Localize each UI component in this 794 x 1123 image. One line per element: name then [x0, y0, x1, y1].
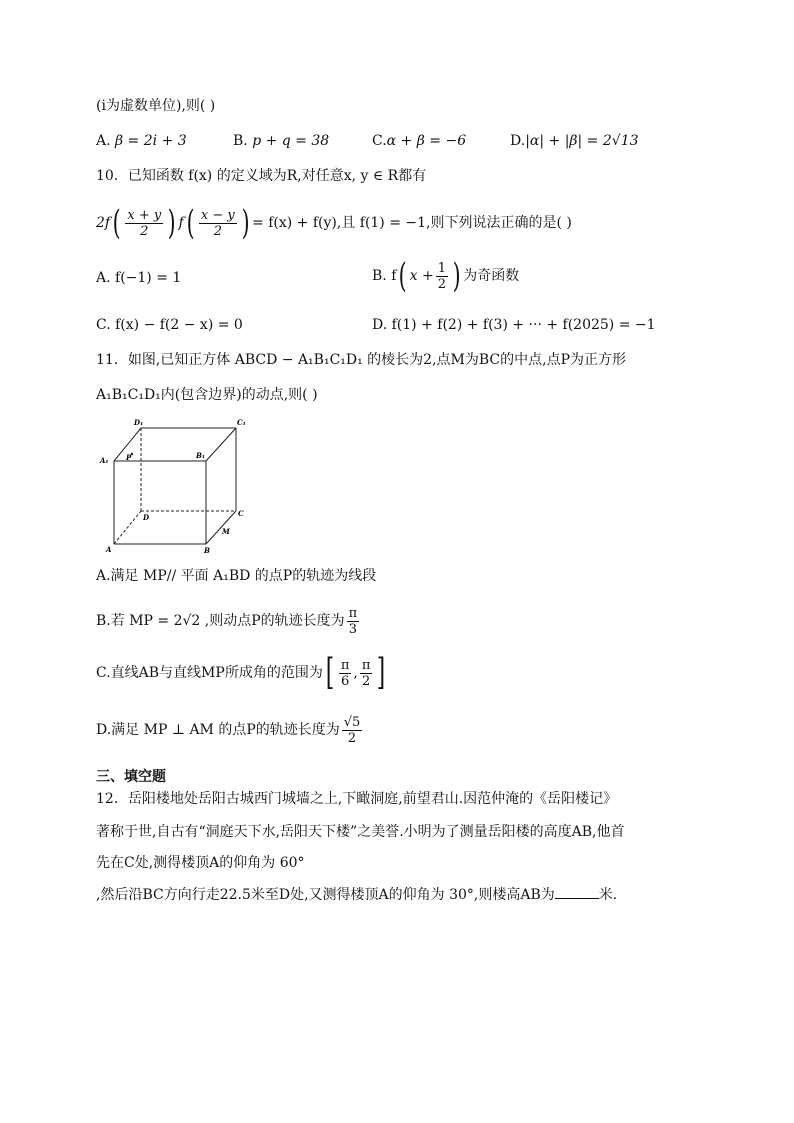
label-c1: C₁	[237, 418, 246, 427]
label-c: C	[238, 509, 244, 518]
q10-option-a: A. f(−1) = 1	[96, 270, 182, 286]
q12-line4: ,然后沿BC方向行走22.5米至D处,又测得楼顶A的仰角为 30°,则楼高AB为 米.	[96, 884, 617, 905]
label-a: A	[106, 545, 112, 554]
q10-option-d: D. f(1) + f(2) + f(3) + ··· + f(2025) = −1	[372, 317, 656, 333]
q9-option-a: A. β = 2i + 3	[96, 133, 187, 149]
q10-option-c: C. f(x) − f(2 − x) = 0	[96, 317, 243, 333]
q11-stem-line2: A₁B₁C₁D₁内(包含边界)的动点,则( )	[96, 387, 318, 403]
label-a1: A₁	[100, 456, 109, 465]
label-b: B	[204, 546, 210, 555]
q10-stem-line1: 10．已知函数 f(x) 的定义域为R,对任意x, y ∈ R都有	[96, 168, 427, 184]
edge-b1c1	[206, 428, 236, 461]
q10-option-b: B. f( x + $\frac{1}{2}$ ) 为奇函数	[372, 256, 520, 296]
label-m: M	[222, 527, 230, 536]
q12-line3: 先在C处,测得楼顶A的仰角为 60°	[96, 855, 305, 871]
q10-stem-line2: 2f( $\frac{x + y}{2}$ ) f( $\frac{x - y}{2}$ ) = f(x) + f(y),且 f(1) = −1,则下列说法正确的是( )	[96, 203, 572, 243]
edge-bc	[206, 511, 236, 544]
edge-ad-hidden	[114, 511, 141, 544]
section-heading-fill-in: 三、填空题	[96, 769, 166, 785]
q11-option-d: D.满足 MP ⊥ AM 的点P的轨迹长度为 $\frac{√5}{2}$	[96, 714, 361, 746]
q11-stem-line1: 11．如图,已知正方体 ABCD − A₁B₁C₁D₁ 的棱长为2,点M为BC的中点,点P为正方形	[96, 352, 626, 368]
q11-option-a: A.满足 MP// 平面 A₁BD 的点P的轨迹为线段	[96, 568, 377, 584]
label-p: P	[126, 453, 132, 462]
q12-line1: 12．岳阳楼地处岳阳古城西门城墙之上,下瞰洞庭,前望君山.因范仲淹的《岳阳楼记》	[96, 791, 618, 807]
cube-figure	[96, 416, 256, 556]
answer-blank[interactable]	[555, 884, 599, 899]
q11-option-c: C.直线AB与直线MP所成角的范围为[ $\frac{\pi}{6}$ , $\frac{\pi}{2}$ ]	[96, 652, 386, 693]
q9-option-c: C.α + β = −6	[372, 133, 467, 149]
label-d: D	[143, 513, 150, 522]
q9-option-b: B. p + q = 38	[233, 133, 330, 149]
q11-option-b: B.若 MP = 2√2 ,则动点P的轨迹长度为 $\frac{\pi}{3}$	[96, 605, 358, 637]
label-d1: D₁	[134, 418, 144, 427]
q9-option-d: D.|α| + |β| = 2√13	[510, 133, 639, 149]
q12-line2: 著称于世,自古有“洞庭天下水,岳阳天下楼”之美誉.小明为了测量岳阳楼的高度AB,他首	[96, 824, 625, 840]
q9-tail: (i为虚数单位),则( )	[96, 98, 216, 114]
label-b1: B₁	[196, 451, 205, 460]
